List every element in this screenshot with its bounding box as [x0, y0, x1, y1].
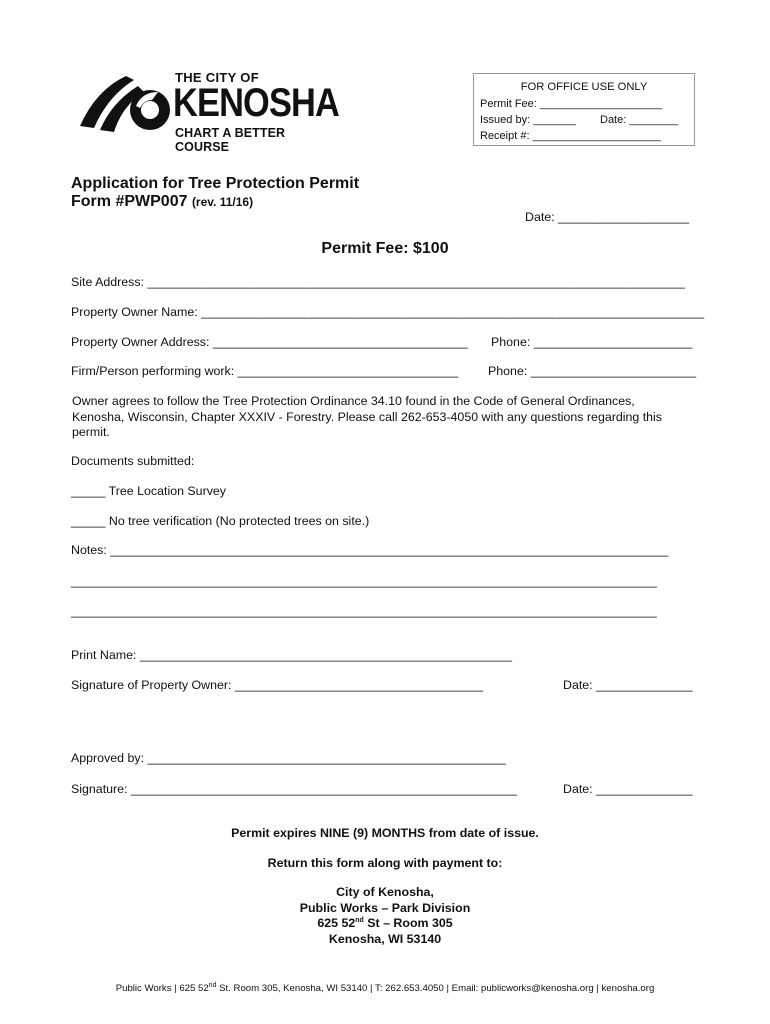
city-logo	[78, 70, 340, 154]
form-title: Application for Tree Protection Permit	[71, 175, 360, 192]
firm-phone-field[interactable]: Phone: ________________________	[488, 364, 697, 378]
kenosha-swirl-logo-icon	[78, 70, 173, 140]
office-permit-fee-line[interactable]: Permit Fee: ____________________	[480, 98, 663, 110]
firm-performing-work-field[interactable]: Firm/Person performing work: ________________________________	[71, 364, 459, 378]
print-name-field[interactable]: Print Name: ______________________________________________________	[71, 648, 512, 662]
page-footer: Public Works | 625 52nd St. Room 305, Kenosha, WI 53140 | T: 262.653.4050 | Email: publicworks@kenosha.org | kenosha.org	[115, 981, 655, 994]
approved-by-field[interactable]: Approved by: ____________________________________________________	[71, 751, 506, 765]
address-line: Public Works – Park Division	[299, 900, 471, 915]
form-number: Form #PWP007	[71, 193, 188, 210]
address-line: City of Kenosha,	[336, 885, 434, 899]
ordinance-line: Owner agrees to follow the Tree Protection Ordinance 34.10 found in the Code of General Ordinances,	[72, 394, 635, 408]
notes-line[interactable]: _____________________________________________________________________________________	[71, 604, 657, 618]
office-issued-by-line[interactable]: Issued by: _______	[480, 114, 577, 126]
form-revision: (rev. 11/16)	[191, 195, 254, 209]
return-form-note: Return this form along with payment to:	[267, 856, 503, 870]
notes-field[interactable]: Notes: _________________________________________________________________________________	[71, 543, 669, 557]
documents-heading: Documents submitted:	[71, 454, 195, 468]
permit-fee-heading: Permit Fee: $100	[321, 240, 449, 257]
tree-location-survey-checkline[interactable]: _____ Tree Location Survey	[71, 484, 226, 498]
office-use-box	[473, 73, 695, 146]
owner-phone-field[interactable]: Phone: _______________________	[491, 335, 693, 349]
form-number-row	[71, 193, 253, 211]
permit-expiry-note: Permit expires NINE (9) MONTHS from date of issue.	[231, 826, 539, 840]
ordinance-paragraph	[72, 394, 692, 441]
address-line: 625 52nd St – Room 305	[317, 916, 453, 930]
owner-signature-date-field[interactable]: Date: ______________	[563, 678, 693, 692]
logo-line-kenosha: KENOSHA	[173, 81, 340, 125]
approver-signature-field[interactable]: Signature: ________________________________________________________	[71, 782, 517, 796]
property-owner-address-field[interactable]: Property Owner Address: _____________________________________	[71, 335, 468, 349]
ordinance-line: Kenosha, Wisconsin, Chapter XXXIV - Forestry. Please call 262-653-4050 with any questions regarding this	[72, 409, 663, 424]
ordinance-line: permit.	[72, 425, 110, 439]
application-date-field[interactable]: Date: ___________________	[525, 210, 689, 224]
site-address-field[interactable]: Site Address: ______________________________________________________________________________	[71, 275, 685, 289]
property-owner-name-field[interactable]: Property Owner Name: _________________________________________________________________________	[71, 305, 705, 319]
office-receipt-line[interactable]: Receipt #: _____________________	[480, 130, 662, 142]
approver-signature-date-field[interactable]: Date: ______________	[563, 782, 693, 796]
address-line: Kenosha, WI 53140	[328, 931, 442, 946]
owner-signature-field[interactable]: Signature of Property Owner: ____________________________________	[71, 678, 483, 692]
office-use-header: FOR OFFICE USE ONLY	[520, 81, 648, 93]
return-address-block	[0, 885, 770, 947]
notes-line[interactable]: _____________________________________________________________________________________	[71, 574, 657, 588]
logo-tagline: CHART A BETTER COURSE	[175, 126, 286, 154]
logo-line-city-of: THE CITY OF	[175, 70, 259, 85]
office-date-line[interactable]: Date: ________	[600, 114, 679, 126]
no-tree-verification-checkline[interactable]: _____ No tree verification (No protected trees on site.)	[71, 514, 370, 528]
